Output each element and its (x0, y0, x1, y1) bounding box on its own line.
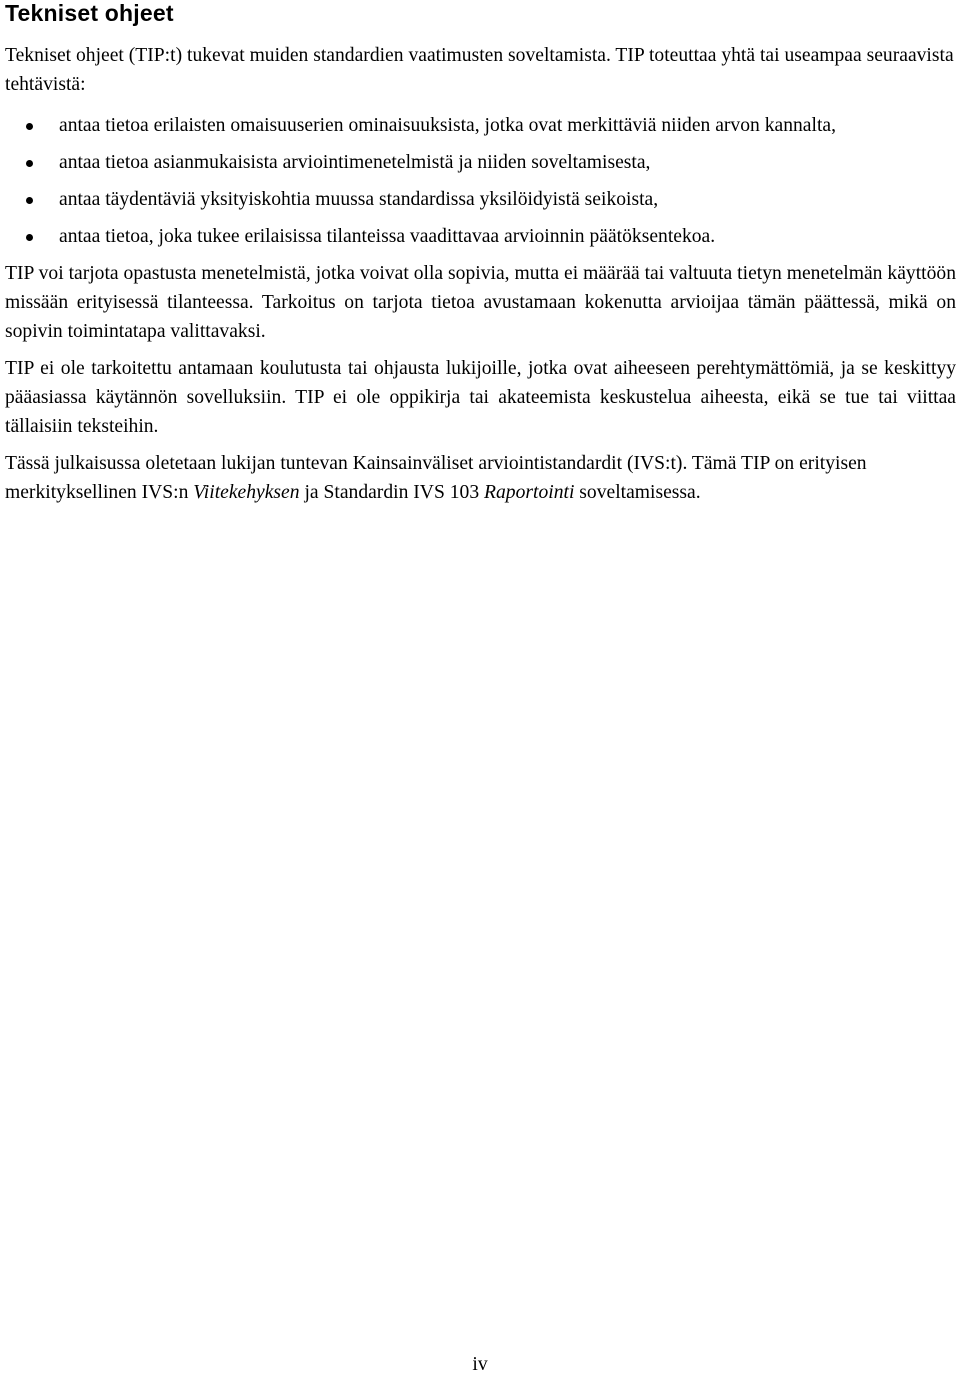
paragraph-text: ja Standardin IVS 103 (299, 482, 485, 503)
page-number: iv (472, 1354, 488, 1375)
list-item (5, 111, 956, 140)
paragraph-text: Tässä julkaisussa oletetaan lukijan tuntevan Kainsainväliset arviointistandardit (IVS:t). Tämä TIP on erityisen merkityksellinen IVS:n (5, 453, 867, 503)
list-item (5, 148, 956, 177)
paragraph-scope: TIP ei ole tarkoitettu antamaan koulutusta tai ohjausta lukijoille, jotka ovat aiheeseen perehtymättömiä, ja se keskittyy pääasiassa käytännön sovelluksiin. TIP ei ole oppikirja tai akateemista keskustelua aiheesta, eikä se tue tai viittaa tällaisiin teksteihin. (5, 358, 956, 437)
reporting-title: Raportointi (484, 482, 575, 503)
paragraph-guidance: TIP voi tarjota opastusta menetelmistä, jotka voivat olla sopivia, mutta ei määrää tai valtuuta tietyn menetelmän käyttöön missään erityisessä tilanteessa. Tarkoitus on tarjota tietoa avustamaan kokenutta arvioijaa tämän päättessä, mikä on sopivin toimintatapa valittavaksi. (5, 263, 956, 342)
intro-paragraph: Tekniset ohjeet (TIP:t) tukevat muiden standardien vaatimusten soveltamista. TIP toteuttaa yhtä tai useampaa seuraavista tehtävistä: (5, 45, 954, 95)
list-item (5, 185, 956, 214)
bullet-icon (26, 234, 33, 241)
framework-title: Viitekehyksen (193, 482, 300, 503)
task-list (5, 111, 956, 251)
page-title: Tekniset ohjeet (5, 0, 174, 26)
list-item-text: antaa tietoa erilaisten omaisuuserien ominaisuuksista, jotka ovat merkittäviä niiden arvon kannalta, (59, 115, 836, 136)
paragraph-text: soveltamisessa. (574, 482, 701, 503)
document-page (5, 0, 956, 507)
list-item-text: antaa täydentäviä yksityiskohtia muussa standardissa yksilöidyistä seikoista, (59, 189, 659, 210)
bullet-icon (26, 160, 33, 167)
list-item (5, 222, 956, 251)
paragraph-ivs-reference (5, 449, 956, 507)
list-item-text: antaa tietoa asianmukaisista arviointimenetelmistä ja niiden soveltamisesta, (59, 152, 651, 173)
list-item-text: antaa tietoa, joka tukee erilaisissa tilanteissa vaadittavaa arvioinnin päätöksentekoa. (59, 226, 716, 247)
bullet-icon (26, 197, 33, 204)
bullet-icon (26, 123, 33, 130)
